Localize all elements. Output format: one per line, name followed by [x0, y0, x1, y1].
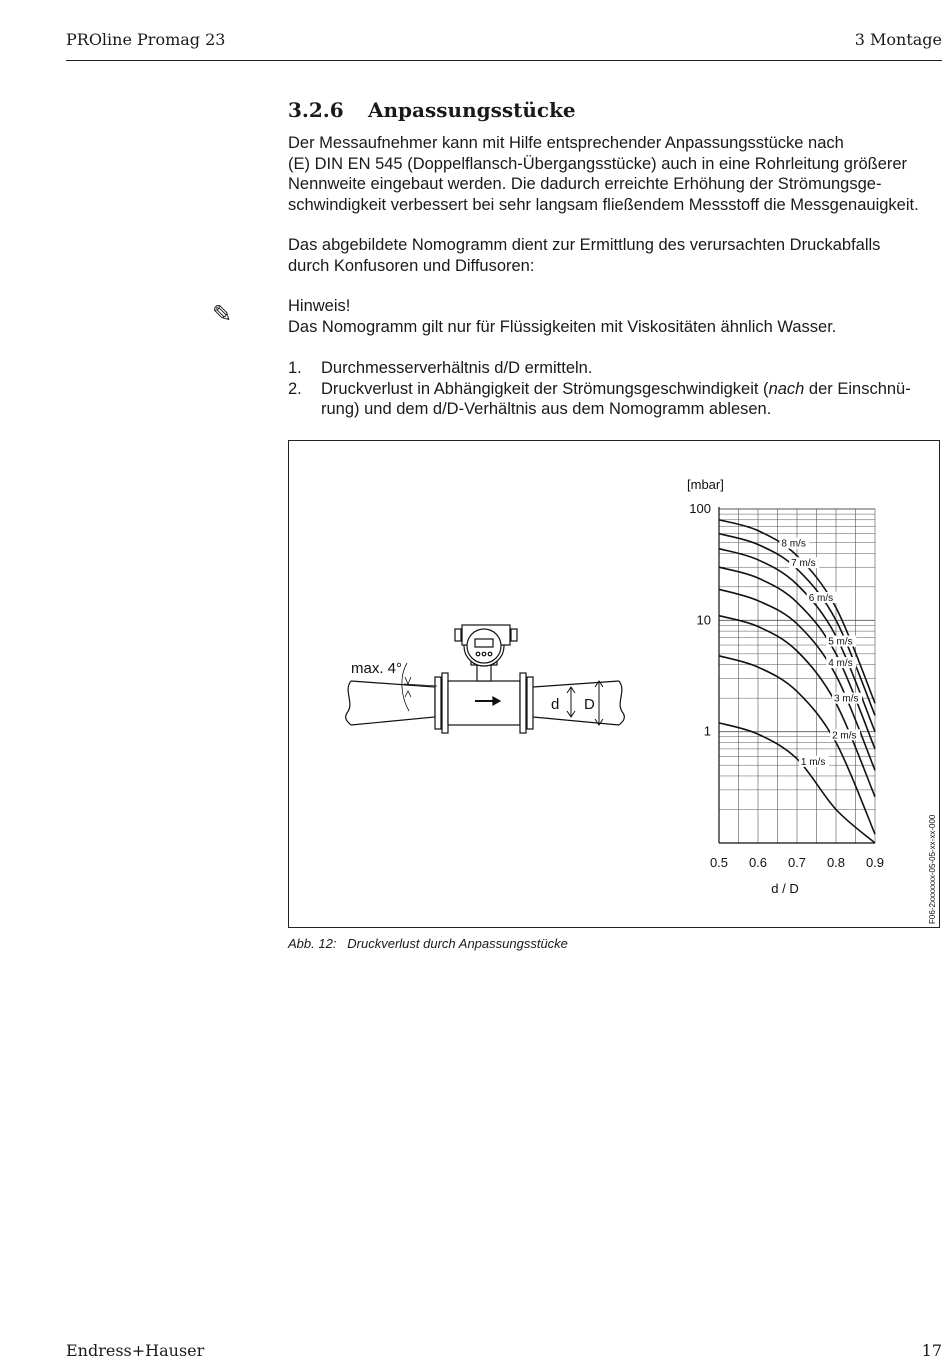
- x-tick-label: 0.8: [826, 855, 846, 870]
- series-label: 5 m/s: [828, 636, 853, 648]
- x-tick-label: 0.7: [787, 855, 807, 870]
- series-label: 4 m/s: [828, 658, 853, 670]
- flange: [442, 673, 448, 733]
- meter-body: [448, 681, 520, 725]
- nomogram-paragraph: [288, 235, 950, 276]
- paragraph-line: (E) DIN EN 545 (Doppelflansch-Übergangsstücke) auch in eine Rohrleitung größerer: [288, 154, 908, 173]
- y-tick-label: 10: [696, 612, 711, 628]
- caption-label: Abb. 12:: [288, 936, 337, 951]
- header-rule: [66, 60, 942, 61]
- angle-arc: [402, 663, 409, 711]
- figure-frame: [288, 440, 940, 928]
- steps-list: [288, 358, 911, 420]
- flange: [435, 677, 441, 729]
- right-pipe-outline: [533, 681, 619, 725]
- header-product: PROline Promag 23: [66, 30, 226, 49]
- angle-label: max. 4°: [351, 660, 403, 677]
- series-label: 7 m/s: [791, 558, 816, 570]
- y-axis-label: [mbar]: [687, 477, 724, 492]
- y-tick-label: 100: [689, 501, 711, 516]
- series-label: 3 m/s: [834, 693, 859, 705]
- y-tick-label: 1: [703, 723, 711, 739]
- paragraph-line: Der Messaufnehmer kann mit Hilfe entsprechender Anpassungsstücke nach: [288, 134, 844, 152]
- list-number: 1.: [288, 359, 302, 377]
- D-label: D: [584, 696, 595, 713]
- section-number: 3.2.6: [288, 98, 344, 122]
- nomogram-chart: [687, 477, 884, 896]
- pencil-icon: ✎: [212, 301, 233, 328]
- x-axis-label: d / D: [771, 881, 799, 896]
- paragraph-line: Nennweite eingebaut werden. Die dadurch erreichte Erhöhung der Strömungsge-: [288, 175, 882, 193]
- x-tick-label: 0.9: [865, 855, 885, 870]
- angle-arrow: [405, 677, 411, 684]
- flange: [527, 677, 533, 729]
- cable-gland: [511, 629, 517, 641]
- left-pipe-break: [346, 681, 351, 725]
- footer-brand: Endress+Hauser: [66, 1341, 205, 1360]
- section-title: [288, 98, 576, 122]
- series-label: 6 m/s: [808, 592, 834, 604]
- paragraph-line: durch Konfusoren und Diffusoren:: [288, 256, 535, 275]
- section-heading: Anpassungsstücke: [368, 98, 576, 122]
- note-block: [288, 296, 950, 337]
- figure-caption: [288, 936, 568, 951]
- caption-text: Druckverlust durch Anpassungsstücke: [347, 936, 568, 951]
- list-text: Durchmesserverhältnis d/D ermitteln.: [321, 359, 593, 377]
- series-label: 1 m/s: [800, 756, 826, 768]
- list-item-continuation: [288, 399, 911, 420]
- flange: [520, 673, 526, 733]
- series-label: 8 m/s: [781, 538, 806, 550]
- d-label: d: [551, 696, 560, 713]
- right-pipe-break: [619, 681, 624, 725]
- note-text: Das Nomogramm gilt nur für Flüssigkeiten mit Viskositäten ähnlich Wasser.: [288, 317, 837, 336]
- cable-gland: [455, 629, 461, 641]
- figure-svg: [289, 441, 941, 929]
- angle-arrow: [405, 691, 411, 697]
- list-text: rung) und dem d/D-Verhältnis aus dem Nomogramm ablesen.: [321, 400, 772, 418]
- figure-code: F06-2xxxxxxx-05-05-xx-xx-000: [928, 814, 937, 924]
- series-label: 2 m/s: [832, 730, 857, 742]
- header-chapter: 3 Montage: [854, 30, 942, 49]
- left-pipe-outline: [351, 681, 435, 725]
- list-text: Druckverlust in Abhängigkeit der Strömungsgeschwindigkeit (nach der Einschnü-: [321, 379, 911, 398]
- x-tick-label: 0.6: [748, 855, 768, 870]
- intro-paragraph: [288, 133, 950, 215]
- list-number: 2.: [288, 379, 302, 398]
- list-item: [288, 358, 911, 379]
- x-tick-label: 0.5: [709, 855, 729, 870]
- paragraph-line: schwindigkeit verbessert bei sehr langsam fließendem Messstoff die Messgenauigkeit.: [288, 195, 919, 214]
- page-number: 17: [921, 1341, 942, 1360]
- note-title: Hinweis!: [288, 297, 351, 315]
- list-item: [288, 379, 911, 400]
- pipe-drawing: [346, 625, 625, 733]
- display-window: [467, 629, 501, 663]
- paragraph-line: Das abgebildete Nomogramm dient zur Ermittlung des verursachten Druckabfalls: [288, 236, 881, 254]
